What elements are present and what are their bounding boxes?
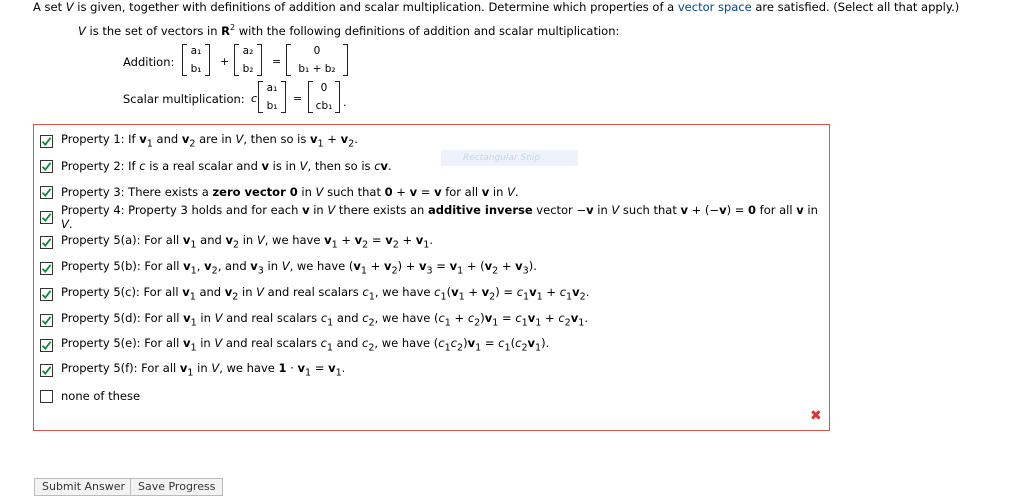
addition-label: Addition: bbox=[123, 55, 175, 69]
checkbox-checked[interactable] bbox=[40, 364, 53, 377]
property-option-7[interactable] bbox=[40, 286, 589, 302]
option-label: none of these bbox=[61, 389, 141, 403]
checkbox-checked[interactable] bbox=[40, 186, 53, 199]
plus-sign: + bbox=[220, 55, 230, 68]
equals-sign: = bbox=[272, 55, 282, 68]
checkbox-checked[interactable] bbox=[40, 288, 53, 301]
period: . bbox=[343, 96, 347, 109]
property-option-5[interactable] bbox=[40, 234, 433, 250]
checkbox-checked[interactable] bbox=[40, 314, 53, 327]
property-option-10[interactable] bbox=[40, 362, 345, 378]
rectangular-snip-overlay: Rectangular Snip bbox=[441, 150, 578, 166]
question-text: A set V is given, together with definitions of addition and scalar multiplication. Determine which properties of a vector space are satisfied. (Select all that apply.) bbox=[33, 0, 960, 14]
option-label: Property 5(c): For all $v_1$ and $v_2$ in V and real scalars $c_1$, we have $c_1(v_1 + v_2) = c_1v_1 + c_1v_2$. bbox=[61, 285, 590, 303]
option-label: Property 5(f): For all $v_1$ in V, we have $1 \cdot v_1 = v_1$. bbox=[61, 361, 346, 379]
addition-vector-1: a₁ b₁ bbox=[182, 44, 210, 76]
property-option-6[interactable] bbox=[40, 260, 537, 276]
checkbox-checked[interactable] bbox=[40, 236, 53, 249]
option-label: Property 5(a): For all $v_1$ and $v_2$ in V, we have $v_1 + v_2 = v_2 + v_1$. bbox=[61, 233, 434, 251]
submit-answer-button[interactable]: Submit Answer bbox=[34, 478, 133, 496]
option-label: Property 5(d): For all $v_1$ in V and real scalars $c_1$ and $c_2$, we have $(c_1 + c_2)v_1 = c_1v_1 + c_2v_1$. bbox=[61, 311, 589, 329]
scalar-result-vector: 0 cb₁ bbox=[308, 81, 340, 113]
option-none-of-these[interactable] bbox=[40, 388, 140, 404]
addition-result-vector: 0 b₁ + b₂ bbox=[286, 44, 348, 76]
checkbox-checked[interactable] bbox=[40, 262, 53, 275]
property-option-3[interactable] bbox=[40, 184, 519, 200]
checkbox-checked[interactable] bbox=[40, 135, 53, 148]
property-option-4[interactable] bbox=[40, 203, 829, 231]
answer-options-box bbox=[33, 124, 830, 431]
option-label: Property 3: There exists a zero vector 0 in V such that 0 + v = v for all v in V. bbox=[61, 185, 519, 199]
option-label: Property 5(b): For all $v_1$, $v_2$, and $v_3$ in V, we have $(v_1 + v_2) + v_3 = v_1 + (v_2 + v_3)$. bbox=[61, 259, 537, 277]
set-description: V is the set of vectors in $R^2$ with the following definitions of addition and scalar multiplication: bbox=[78, 23, 620, 38]
checkbox-unchecked[interactable] bbox=[40, 390, 53, 403]
checkbox-checked[interactable] bbox=[40, 339, 53, 352]
property-option-9[interactable] bbox=[40, 337, 549, 353]
checkbox-checked[interactable] bbox=[40, 211, 53, 224]
option-label: Property 1: If $v_1$ and $v_2$ are in V, then so is $v_1 + v_2$. bbox=[61, 132, 358, 150]
property-option-1[interactable] bbox=[40, 133, 358, 149]
option-label: Property 2: If c is a real scalar and v is in V, then so is cv. bbox=[61, 159, 392, 173]
property-option-2[interactable] bbox=[40, 158, 392, 174]
save-progress-button[interactable]: Save Progress bbox=[130, 478, 223, 496]
scalar-multiplication-label: Scalar multiplication: bbox=[123, 92, 245, 106]
equals-sign: = bbox=[293, 92, 303, 105]
option-label: Property 4: Property 3 holds and for each v in V there exists an additive inverse vector −v in V such that v + (−v) = 0 for all v in V. bbox=[61, 203, 818, 231]
scalar-vector: a₁ b₁ bbox=[258, 81, 286, 113]
addition-vector-2: a₂ b₂ bbox=[234, 44, 262, 76]
option-label: Property 5(e): For all $v_1$ in V and real scalars $c_1$ and $c_2$, we have $(c_1c_2)v_1 = c_1(c_2v_1)$. bbox=[61, 336, 550, 354]
property-option-8[interactable] bbox=[40, 312, 588, 328]
scalar-c: c bbox=[251, 92, 258, 105]
vector-space-link[interactable]: vector space bbox=[677, 0, 752, 14]
checkbox-checked[interactable] bbox=[40, 160, 53, 173]
incorrect-x-icon: ✖ bbox=[810, 408, 822, 424]
